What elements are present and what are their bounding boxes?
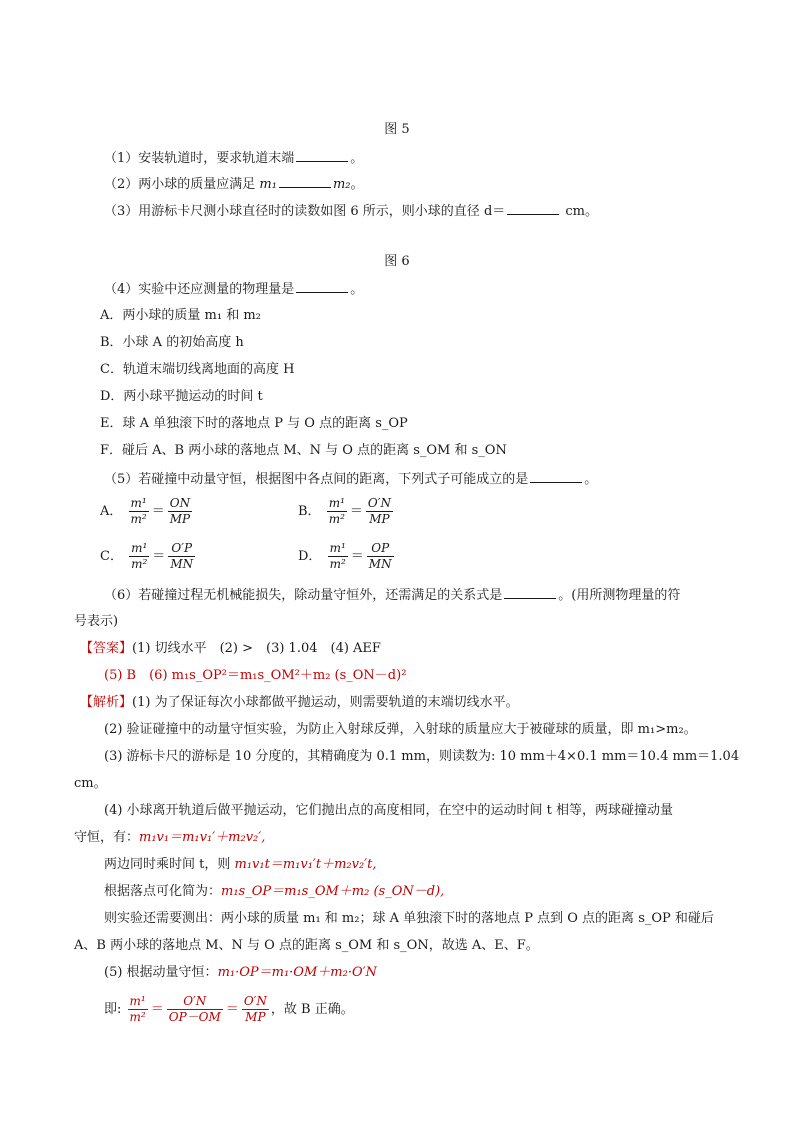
answer-blank [530,469,582,483]
answer-blank [279,174,331,188]
question-6 [104,585,680,606]
q5-option-c [100,541,197,572]
q5-option-b [298,496,395,527]
fraction-denominator: m² [129,1010,146,1024]
equals-sign: ＝ [349,503,363,519]
equals-sign: ＝ [350,548,364,564]
answer-line-1 [80,639,381,659]
option-label: C． [100,548,123,564]
analysis-line-4b [74,828,265,848]
q4-option-c: C．轨道末端切线离地面的高度 H [100,362,295,377]
question-4 [104,279,363,300]
momentum-equation: m₁·OP＝m₁·OM＋m₂·O′N [217,965,377,980]
question-2 [104,174,364,195]
question-6-end: 。(用所测物理量的符 [558,588,681,603]
question-4-text: （4）实验中还应测量的物理量是 [104,282,295,297]
answer-blank [507,201,559,215]
fraction-numerator: O′N [167,994,223,1010]
option-label: D． [298,548,322,564]
momentum-equation: m₁v₁t＝m₁v₁′t＋m₂v₂′t, [234,857,377,872]
fraction-numerator: ON [168,496,192,512]
question-5 [104,469,597,490]
answer-tag: 【答案】 [80,641,133,656]
momentum-equation: m₁v₁＝m₁v₁′＋m₂v₂′, [139,830,266,845]
fraction-numerator: O′N [243,994,267,1008]
question-3-text: （3）用游标卡尺测小球直径时的读数如图 6 所示，则小球的直径 d＝ [104,204,506,219]
q4-option-e: E．球 A 单独滚下时的落地点 P 与 O 点的距离 s_OP [100,416,408,431]
q4-option-b: B．小球 A 的初始高度 h [100,335,244,350]
answer-text-2: (5) B (6) m₁s_OP²＝m₁s_OM²＋m₂ (s_ON－d)² [104,668,407,683]
analysis-line-4f: A、B 两小球的落地点 M、N 与 O 点的距离 s_OM 和 s_ON，故选 A、E、F。 [74,938,539,953]
fraction-denominator: m² [130,512,147,526]
question-3-end: cm。 [561,204,599,219]
fraction-numerator: m¹ [329,541,346,555]
analysis-text: (1) 为了保证每次小球都做平抛运动，则需要轨道的末端切线水平。 [132,695,519,710]
analysis-line-4d [104,882,444,902]
q2-m2: m₂ [332,177,351,192]
question-5-end: 。 [584,472,598,487]
question-6-line2: 号表示) [74,614,119,629]
question-2-text: （2）两小球的质量应满足 [104,177,260,192]
option-label: B． [298,503,321,519]
equals-sign: ＝ [151,503,165,519]
analysis-line-5 [104,963,377,983]
analysis-line-4c [104,855,377,875]
fraction-denominator: MN [368,557,392,571]
question-6-text: （6）若碰撞过程无机械能损失，除动量守恒外，还需满足的关系式是 [104,588,503,603]
option-label: A． [100,503,123,519]
fraction-numerator: O′N [367,496,391,510]
fraction-numerator: OP [367,541,394,557]
fraction-denominator: MP [169,512,191,526]
question-5-text: （5）若碰撞中动量守恒，根据图中各点间的距离，下列式子可能成立的是 [104,472,529,487]
fraction-denominator: MP [369,512,390,526]
question-4-end: 。 [350,282,364,297]
q4-option-d: D．两小球平抛运动的时间 t [100,389,263,404]
analysis-text: 两边同时乘时间 t，则 [104,857,235,872]
answer-blank [296,279,348,293]
analysis-line-4a: (4) 小球离开轨道后做平抛运动，它们抛出点的高度相同，在空中的运动时间 t 相等，两球碰撞动量 [104,803,674,818]
answer-blank [296,148,348,162]
fraction-numerator: m¹ [131,541,148,555]
fraction-numerator: m¹ [130,496,147,510]
equals-sign: ＝ [150,1001,164,1017]
fraction-denominator: OP－OM [168,1010,221,1024]
analysis-text: (5) 根据动量守恒： [104,965,218,980]
analysis-text: 守恒，有： [74,830,140,845]
question-2-end: 。 [350,177,364,192]
question-1 [104,148,363,169]
q5-option-d [298,541,396,572]
analysis-line-1 [80,693,519,713]
fraction-denominator: MN [170,557,194,571]
fig6-caption: 图 6 [384,254,410,269]
equals-sign: ＝ [225,1001,239,1017]
fig5-caption: 图 5 [384,122,410,137]
equals-sign: ＝ [152,548,166,564]
q5-option-a [100,496,194,527]
question-1-end: 。 [350,151,364,166]
answer-line-2 [104,666,406,686]
analysis-line-3b: cm。 [74,776,107,791]
analysis-line-3a: (3) 游标卡尺的游标是 10 分度的，其精确度为 0.1 mm，则读数为: 10 mm＋4×0.1 mm＝10.4 mm＝1.04 [104,749,740,764]
fraction-denominator: m² [131,557,148,571]
question-3 [104,201,598,222]
analysis-line-5b [104,994,354,1025]
analysis-text: 即: [104,1001,122,1017]
fraction-denominator: m² [328,512,345,526]
fraction-numerator: m¹ [328,496,345,510]
fraction-denominator: MP [245,1010,266,1024]
analysis-line-4e: 则实验还需要测出：两小球的质量 m₁ 和 m₂；球 A 单独滚下时的落地点 P 点到 O 点的距离 s_OP 和碰后 [104,911,714,926]
momentum-equation: m₁s_OP＝m₁s_OM＋m₂ (s_ON－d), [221,884,445,899]
fraction-numerator: m¹ [129,994,146,1008]
answer-blank [504,585,556,599]
analysis-text: ，故 B 正确。 [270,1001,354,1017]
answer-text: (1) 切线水平 (2) > (3) 1.04 (4) AEF [132,641,381,656]
q2-m1: m₁ [259,177,277,192]
q4-option-f: F．碰后 A、B 两小球的落地点 M、N 与 O 点的距离 s_OM 和 s_ON [100,443,507,458]
q4-option-a: A．两小球的质量 m₁ 和 m₂ [100,308,261,323]
fraction-denominator: m² [329,557,346,571]
analysis-text: 根据落点可化简为： [104,884,222,899]
question-1-text: （1）安装轨道时，要求轨道末端 [104,151,295,166]
analysis-line-2: (2) 验证碰撞中的动量守恒实验，为防止入射球反弹，入射球的质量应大于被碰球的质量，即 m₁>m₂。 [104,722,697,737]
fraction-numerator: O′P [168,541,195,557]
analysis-tag: 【解析】 [80,695,133,710]
